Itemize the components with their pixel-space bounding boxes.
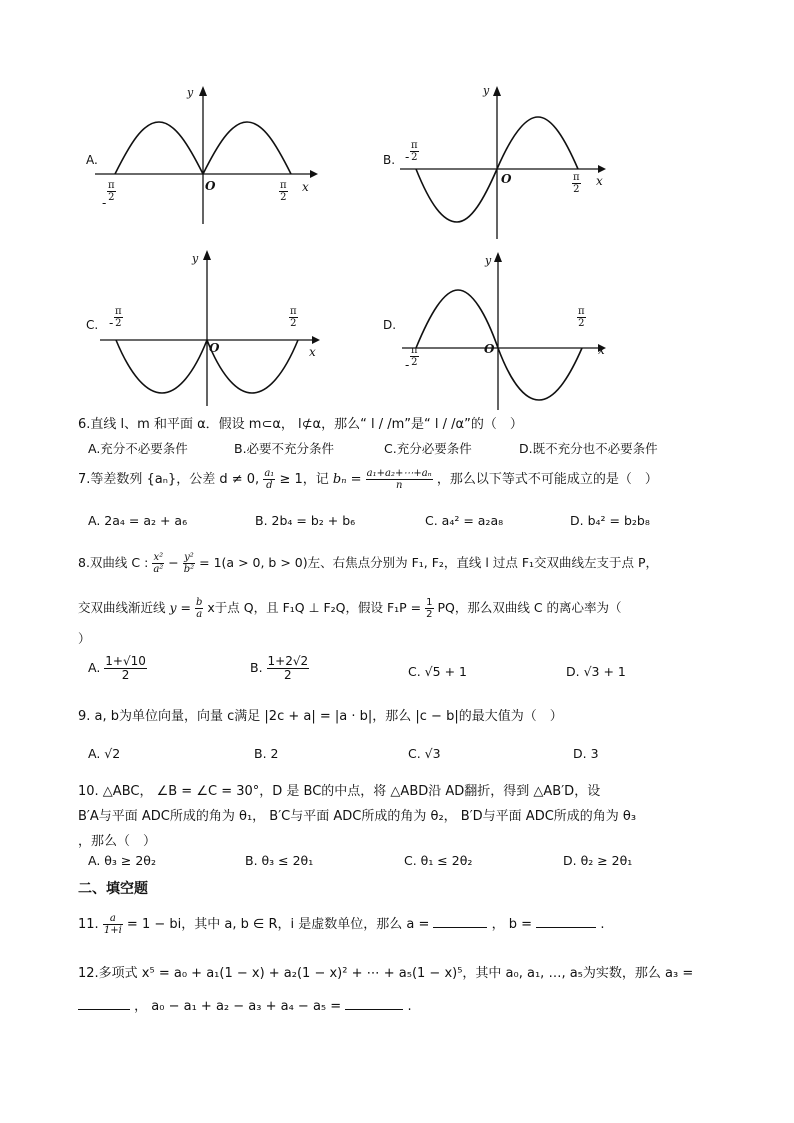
q12-blank-sum[interactable] — [345, 997, 403, 1010]
q12-line2: ， a₀ − a₁ + a₂ − a₃ + a₄ − a₅ = . — [78, 995, 412, 1014]
q7-option-b[interactable]: B. 2b₄ = b₂ + b₆ — [255, 513, 356, 528]
tick-pi-over-2: $\frac{\pi}{2}$ — [573, 172, 580, 195]
neg-sign: - — [405, 358, 410, 372]
q9-option-d[interactable]: D. 3 — [573, 746, 599, 761]
q10-option-d[interactable]: D. θ₂ ≥ 2θ₁ — [563, 853, 633, 868]
q8-option-a[interactable]: A. $\frac{1+√10}{2}$ — [88, 654, 146, 682]
q6-option-c[interactable]: C.充分必要条件 — [384, 441, 472, 456]
neg-sign: - — [109, 316, 114, 330]
graph-b — [400, 84, 615, 239]
x-axis-label: x — [596, 174, 603, 188]
q11-stem: 11. $\frac{a}{1+i}$ = 1 − bi，其中 a, b ∈ R，i 是虚数单位，那么 a = ， b = . — [78, 913, 605, 936]
neg-sign: - — [405, 150, 410, 164]
x-axis-label: x — [598, 343, 605, 357]
section-title: 二、填空题 — [78, 881, 148, 897]
q7-stem — [78, 468, 658, 491]
q7-stem-b: ≥ 1，记 — [279, 472, 329, 487]
y-axis-label: y — [485, 254, 492, 267]
q12-line1: 12.多项式 x⁵ = a₀ + a₁(1 − x) + a₂(1 − x)² + ⋯ + a₅(1 − x)⁵，其中 a₀, a₁, …, a₅为实数，那么 a₃ = — [78, 966, 694, 981]
origin-label: O — [209, 341, 220, 355]
tick-neg-pi-over-2: $\frac{\pi}{2}$ — [115, 306, 122, 329]
q10-option-b[interactable]: B. θ₃ ≤ 2θ₁ — [245, 853, 314, 868]
q8-frac-half: $\frac{1}{2}$ — [426, 597, 433, 620]
q7-option-a[interactable]: A. 2a₄ = a₂ + a₆ — [88, 513, 188, 528]
q9-stem: 9. a, b为单位向量，向量 c满足 |2c + a| = |a · b|，那么 |c − b|的最大值为（ ） — [78, 709, 563, 724]
q7-option-d[interactable]: D. b₄² = b₂b₈ — [570, 513, 650, 528]
q7-frac: $\frac{\text{a₁}}{d}$ — [264, 468, 275, 491]
q11-blank-a[interactable] — [433, 915, 487, 928]
q7-bn-frac: $\frac{\text{a₁+a₂+⋯+aₙ}}{n}$ — [366, 468, 432, 491]
q8-frac-x2-a2: $\frac{\text{x²}}{\text{a²}}$ — [153, 552, 164, 575]
tick-neg-pi-over-2: $\frac{\pi}{2}$ — [411, 140, 418, 163]
q9-option-b[interactable]: B. 2 — [254, 746, 279, 761]
q10-option-a[interactable]: A. θ₃ ≥ 2θ₂ — [88, 853, 156, 868]
q8-frac-y2-b2: $\frac{\text{y²}}{\text{b²}}$ — [183, 552, 195, 575]
tick-pi-over-2: $\frac{\pi}{2}$ — [280, 180, 287, 203]
q8-frac-b-a: $\frac{b}{a}$ — [196, 597, 203, 620]
graph-d-label: D. — [383, 318, 397, 332]
q6-option-b[interactable]: B.必要不充分条件 — [234, 441, 335, 456]
tick-neg-pi-over-2: $\frac{\pi}{2}$ — [108, 180, 115, 203]
q8-line2: 交双曲线渐近线 y = $\frac{b}{a}$ x于点 Q，且 F₁Q ⊥ F₂Q，假设 F₁P = $\frac{1}{2}$ PQ，那么双曲线 C 的离心率为（ — [78, 597, 622, 620]
q10-option-c[interactable]: C. θ₁ ≤ 2θ₂ — [404, 853, 473, 868]
q11-blank-b[interactable] — [536, 915, 596, 928]
q12-blank-a3[interactable] — [78, 997, 130, 1010]
graph-c-label: C. — [86, 318, 99, 332]
graph-b-label: B. — [383, 153, 396, 167]
q6-option-d[interactable]: D.既不充分也不必要条件 — [519, 441, 658, 456]
origin-label: O — [205, 179, 216, 193]
y-axis-label: y — [483, 84, 490, 97]
q10-line2: B′A与平面 ADC所成的角为 θ₁， B′C与平面 ADC所成的角为 θ₂， B′D与平面 ADC所成的角为 θ₃ — [78, 809, 637, 824]
graph-d — [402, 250, 617, 410]
q8-line3: ） — [78, 631, 91, 646]
q9-option-a[interactable]: A. √2 — [88, 746, 121, 761]
y-axis-label: y — [187, 86, 194, 99]
curve — [416, 290, 582, 400]
origin-label: O — [501, 172, 512, 186]
q6-option-a[interactable]: A.充分不必要条件 — [88, 441, 188, 456]
q11-frac: $\frac{a}{1+i}$ — [103, 913, 122, 936]
tick-pi-over-2: $\frac{\pi}{2}$ — [290, 306, 297, 329]
q8-option-b[interactable]: B. $\frac{1+2√2}{2}$ — [250, 654, 309, 682]
tick-neg-pi-over-2: $\frac{\pi}{2}$ — [411, 345, 418, 368]
q9-option-c[interactable]: C. √3 — [408, 746, 441, 761]
graph-a — [95, 84, 325, 224]
q7-stem-c: ，那么以下等式不可能成立的是（ ） — [436, 472, 658, 487]
tick-pi-over-2: $\frac{\pi}{2}$ — [578, 306, 585, 329]
q10-line3: ，那么（ ） — [78, 834, 157, 849]
origin-label: O — [484, 342, 495, 356]
q7-stem-a: 7.等差数列 {aₙ}，公差 d ≠ 0, — [78, 472, 260, 487]
q10-line1: 10. △ABC， ∠B = ∠C = 30°，D 是 BC的中点，将 △ABD沿 AD翻折，得到 △AB′D，设 — [78, 784, 601, 799]
q8-option-d[interactable]: D. √3 + 1 — [566, 664, 626, 679]
q8-option-c[interactable]: C. √5 + 1 — [408, 664, 467, 679]
q7-option-c[interactable]: C. a₄² = a₂a₈ — [425, 513, 504, 528]
x-axis-label: x — [309, 345, 316, 359]
x-axis-label: x — [302, 180, 309, 194]
q6-stem: 6.直线 l、m 和平面 α．假设 m⊂α， l⊄α，那么“ l / /m”是“ l / /α”的（ ） — [78, 417, 523, 432]
graph-a-label: A. — [86, 153, 98, 167]
neg-sign: - — [102, 196, 107, 210]
y-axis-label: y — [192, 252, 199, 265]
q8-line1: 8.双曲线 C : $\frac{\text{x²}}{\text{a²}}$ − $\frac{\text{y²}}{\text{b²}}$ = 1(a > 0, b > 0)左、右焦点分别为 F₁, F₂，直线 l 过点 F₁交双曲线左支于点 P， — [78, 552, 659, 575]
q7-bn: bₙ = — [332, 472, 362, 487]
